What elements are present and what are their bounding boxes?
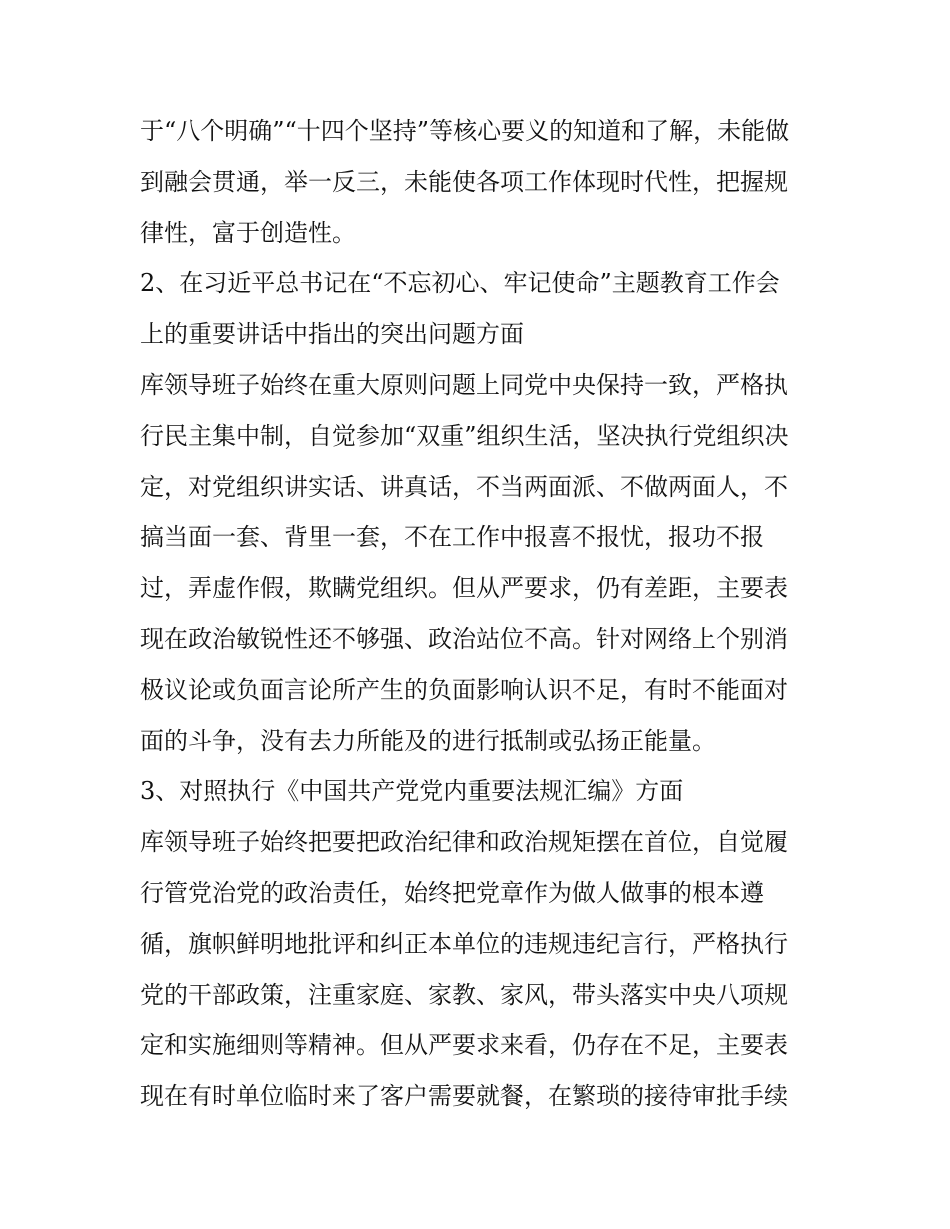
text-line: 行民主集中制，自觉参加“双重”组织生活，坚决执行党组织决 (140, 421, 789, 450)
text-line: 定，对党组织讲实话、讲真话，不当两面派、不做两面人，不 (140, 472, 788, 501)
text-line: 面的斗争，没有去力所能及的进行抵制或弘扬正能量。 (140, 726, 716, 755)
text-line: 现在政治敏锐性还不够强、政治站位不高。针对网络上个别消 (140, 624, 788, 653)
section-heading-2-cont: 上的重要讲话中指出的突出问题方面 (140, 320, 524, 349)
text-line: 于“八个明确”“十四个坚持”等核心要义的知道和了解，未能做 (140, 117, 790, 145)
text-line: 定和实施细则等精神。但从严要求来看，仍存在不足，主要表 (140, 1031, 788, 1060)
text-line: 极议论或负面言论所产生的负面影响认识不足，有时不能面对 (140, 675, 788, 704)
text-line: 库领导班子始终在重大原则问题上同党中央保持一致，严格执 (140, 370, 788, 399)
text-line: 行管党治党的政治责任，始终把党章作为做人做事的根本遵 (140, 878, 764, 907)
text-line: 到融会贯通，举一反三，未能使各项工作体现时代性，把握规 (140, 167, 788, 196)
text-line: 党的干部政策，注重家庭、家教、家风，带头落实中央八项规 (140, 980, 788, 1009)
text-line: 库领导班子始终把要把政治纪律和政治规矩摆在首位，自觉履 (140, 828, 788, 857)
text-line: 过，弄虚作假，欺瞒党组织。但从严要求，仍有差距，主要表 (140, 574, 788, 603)
document-body (140, 106, 820, 1122)
text-line: 现在有时单位临时来了客户需要就餐，在繁琐的接待审批手续 (140, 1082, 788, 1111)
text-line: 搞当面一套、背里一套，不在工作中报喜不报忧，报功不报 (140, 523, 764, 552)
text-line: 律性，富于创造性。 (140, 218, 356, 247)
text-line: 循，旗帜鲜明地批评和纠正本单位的违规违纪言行，严格执行 (140, 929, 788, 958)
section-heading-3: 3、对照执行《中国共产党党内重要法规汇编》方面 (140, 777, 684, 806)
section-heading-2: 2、在习近平总书记在“不忘初心、牢记使命”主题教育工作会 (140, 269, 780, 298)
